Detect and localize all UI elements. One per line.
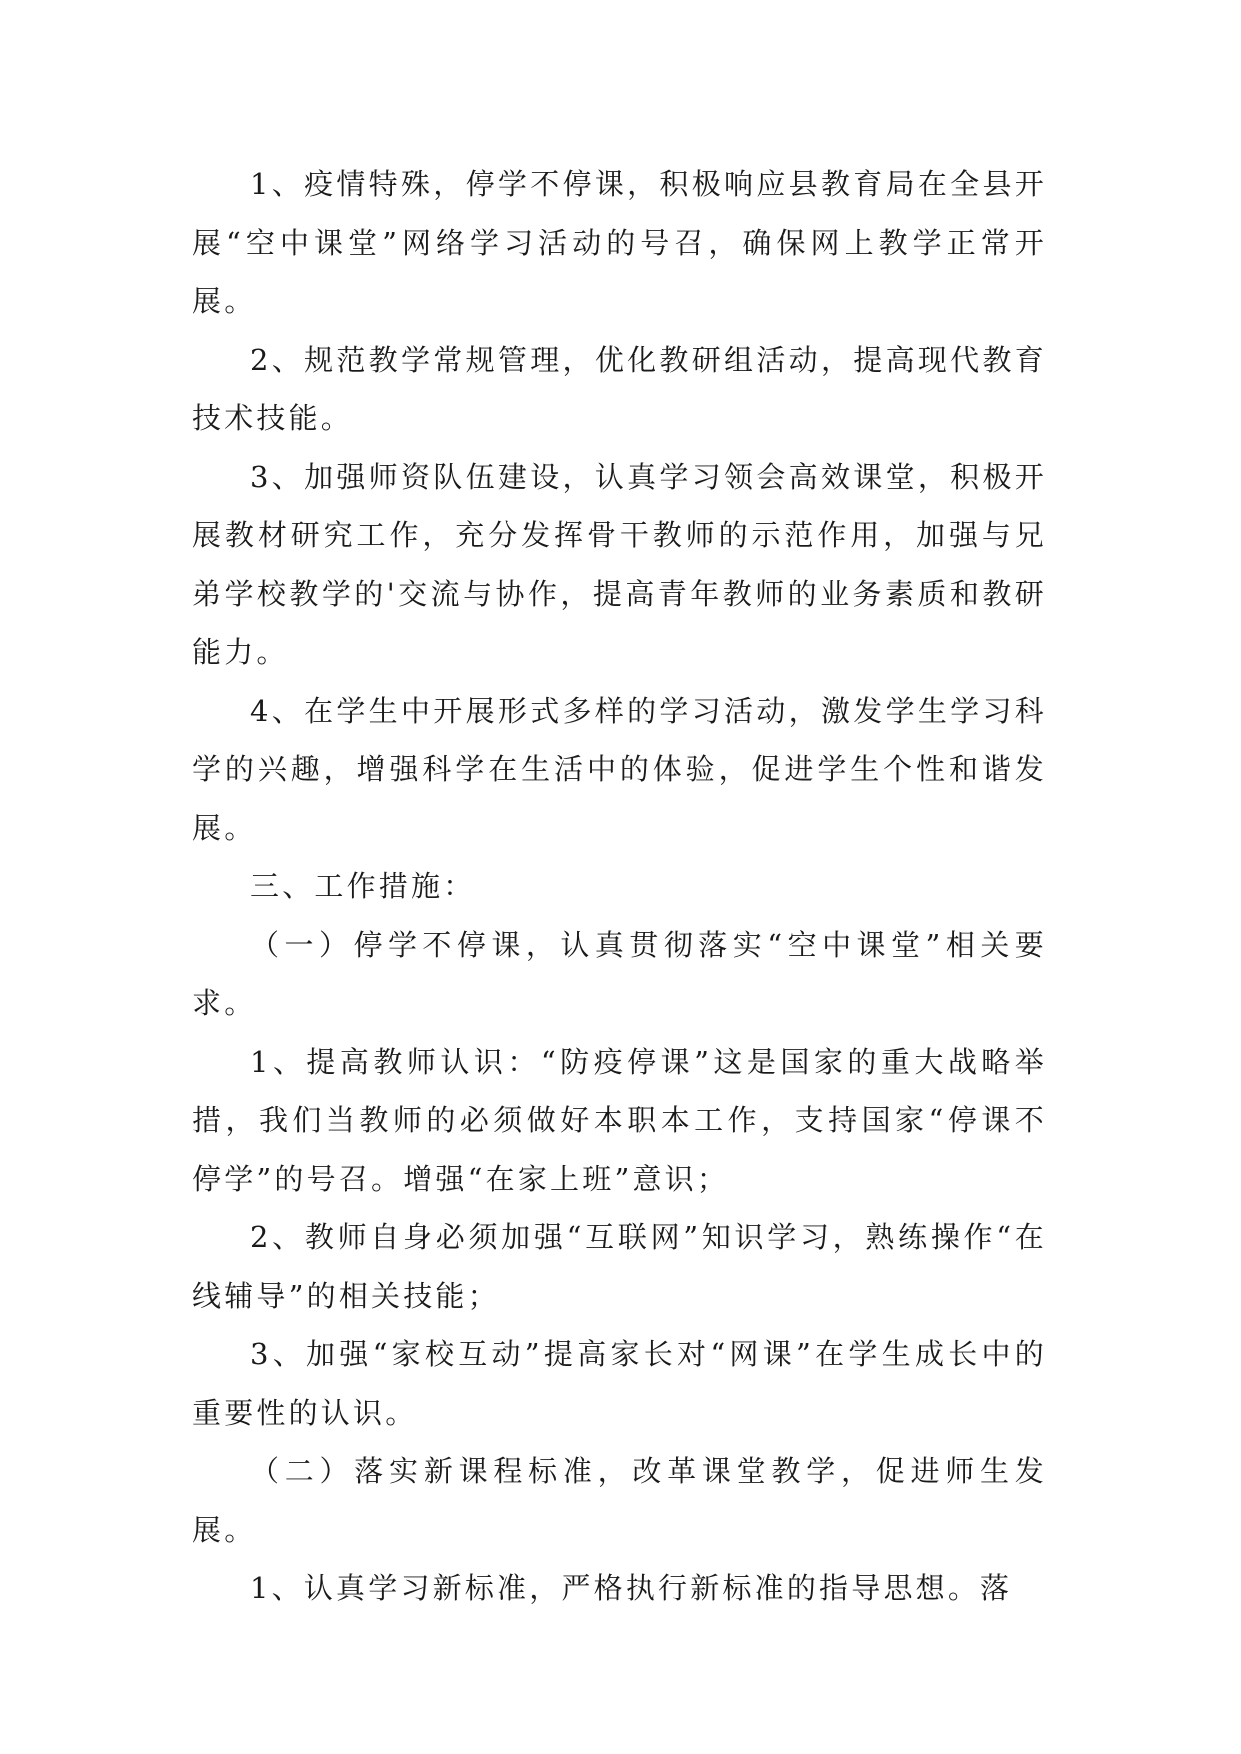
paragraph-standard-1: 1、认真学习新标准，严格执行新标准的指导思想。落: [250, 1571, 1013, 1605]
paragraph-goal-3: 3、加强师资队伍建设，认真学习领会高效课堂，积极开展教材研究工作，充分发挥骨干教师的示范作用，加强与兄弟学校教学的'交流与协作，提高青年教师的业务素质和教研能力。: [192, 459, 1047, 669]
paragraph-goal-1: 1、疫情特殊，停学不停课，积极响应县教育局在全县开展“空中课堂”网络学习活动的号召，确保网上教学正常开展。: [192, 167, 1047, 318]
subsection-heading-1: （一）停学不停课，认真贯彻落实“空中课堂”相关要求。: [192, 927, 1047, 1020]
subsection-heading-2: （二）落实新课程标准，改革课堂教学，促进师生发展。: [192, 1454, 1047, 1547]
document-body: [192, 155, 1047, 1618]
paragraph-measure-1: 1、提高教师认识：“防疫停课”这是国家的重大战略举措，我们当教师的必须做好本职本工作，支持国家“停课不停学”的号召。增强“在家上班”意识；: [192, 1044, 1047, 1196]
section-heading-measures: 三、工作措施：: [250, 869, 476, 903]
paragraph-goal-2: 2、规范教学常规管理，优化教研组活动，提高现代教育技术技能。: [192, 342, 1047, 435]
paragraph-measure-3: 3、加强“家校互动”提高家长对“网课”在学生成长中的重要性的认识。: [192, 1337, 1047, 1430]
paragraph-measure-2: 2、教师自身必须加强“互联网”知识学习，熟练操作“在线辅导”的相关技能；: [192, 1220, 1047, 1313]
paragraph-goal-4: 4、在学生中开展形式多样的学习活动，激发学生学习科学的兴趣，增强科学在生活中的体验，促进学生个性和谐发展。: [192, 693, 1047, 845]
